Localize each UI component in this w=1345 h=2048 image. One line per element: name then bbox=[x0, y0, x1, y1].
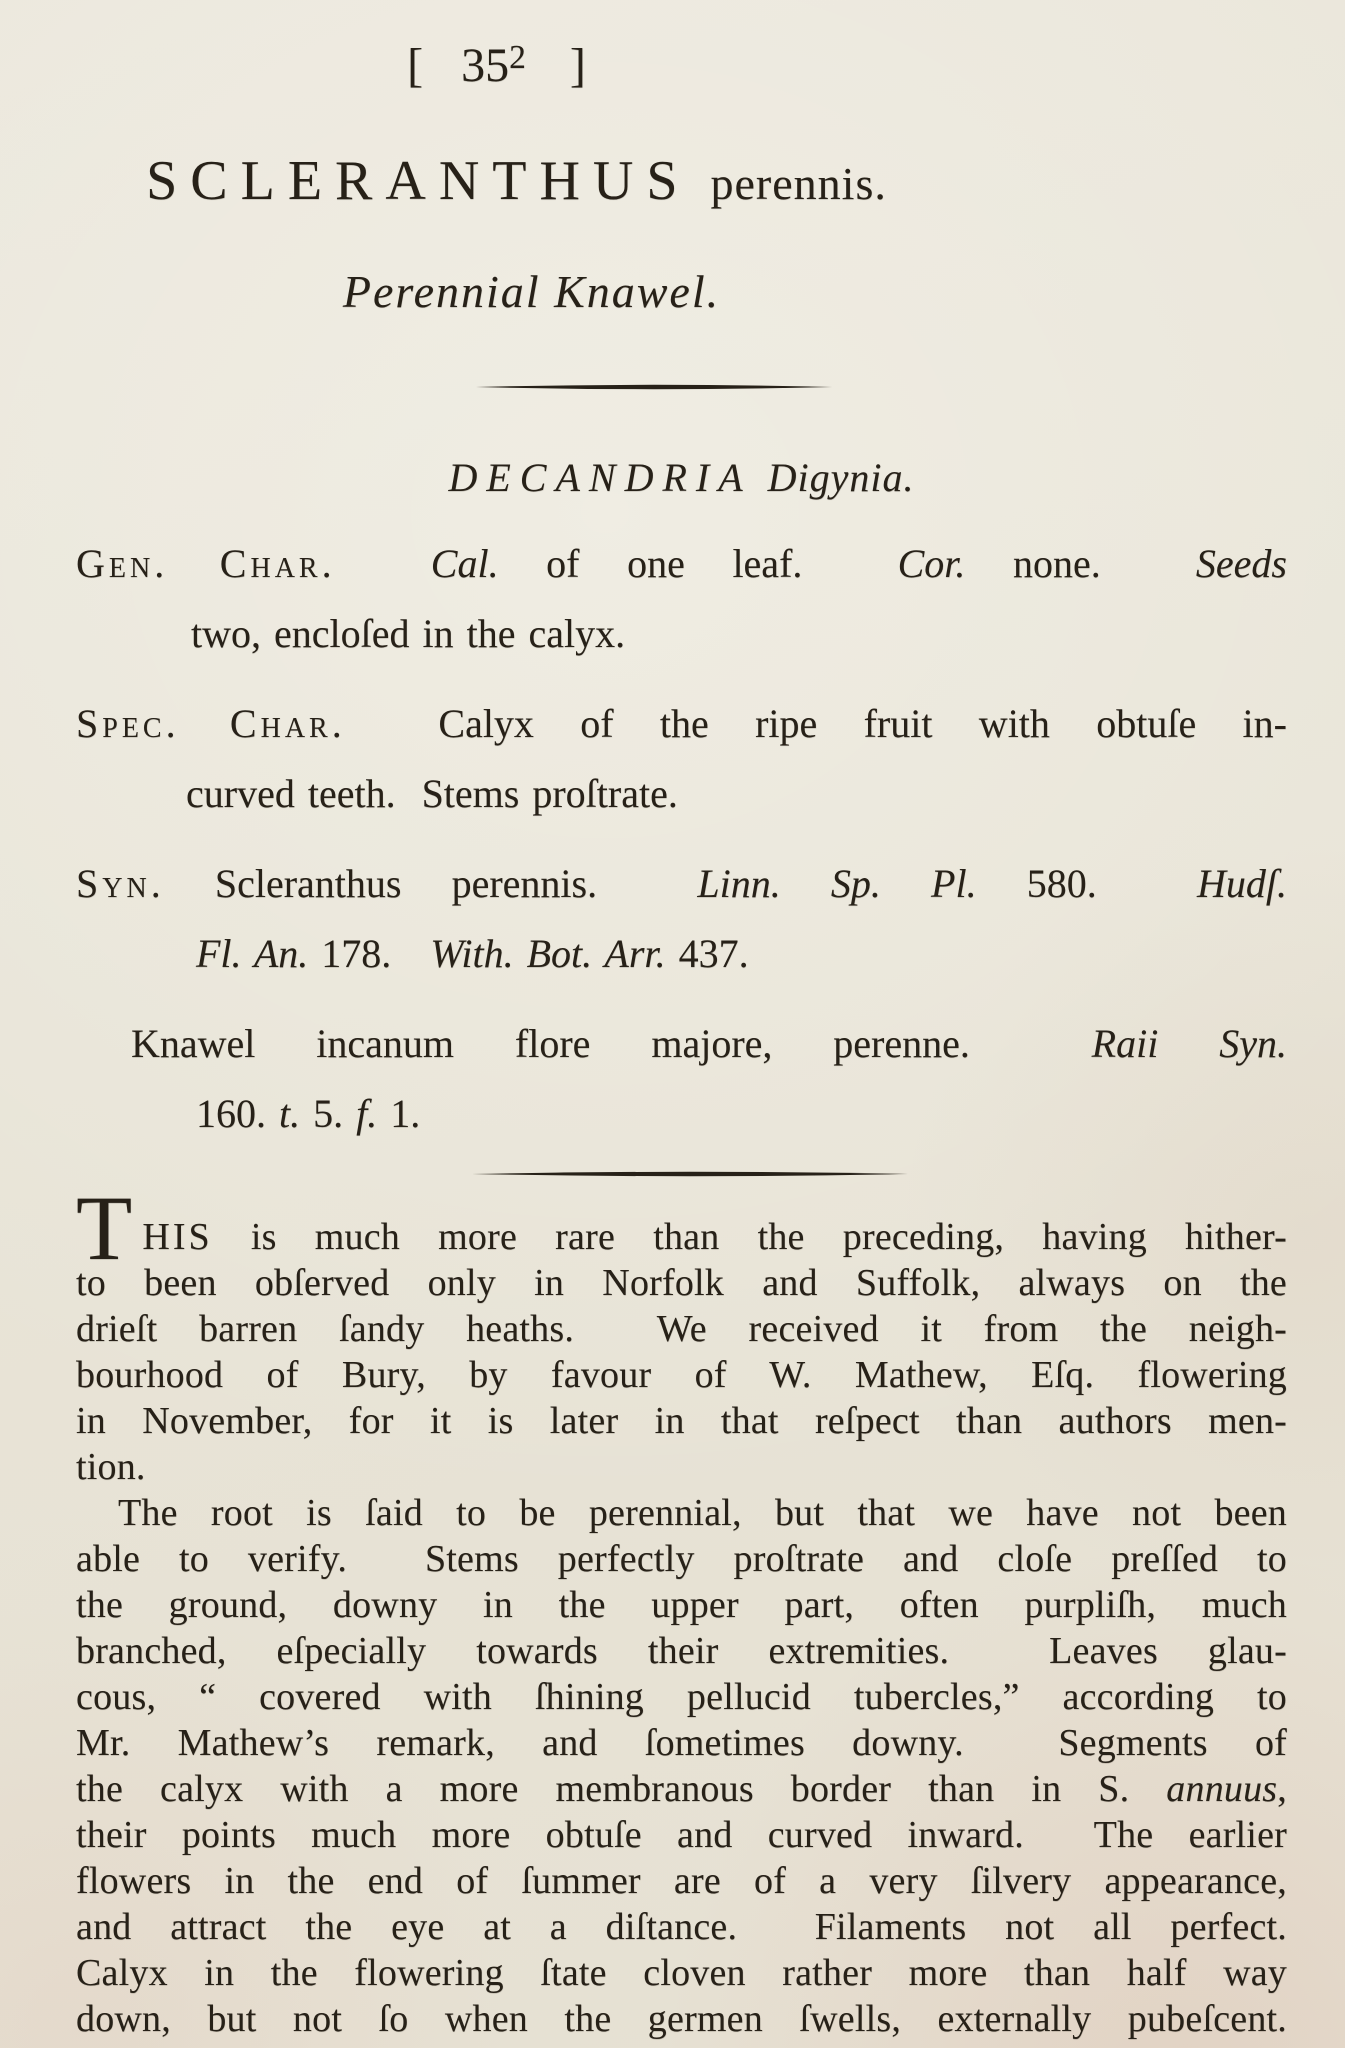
text-line bbox=[76, 1996, 1287, 2042]
page-number: $35^2$ bbox=[461, 39, 526, 92]
text-run: Calyx in the flowering ſtate cloven rather more than half way bbox=[76, 1952, 1287, 1994]
description-text bbox=[76, 1177, 1287, 2042]
classification-line bbox=[76, 454, 1287, 501]
swelled-rule-mid bbox=[470, 1169, 910, 1179]
text-line bbox=[76, 849, 1287, 919]
genus-name: SCLERANTHUS bbox=[146, 150, 691, 212]
text-run: to been obſerved only in Norfolk and Suffolk, always on the bbox=[76, 1262, 1287, 1304]
entry-syn bbox=[76, 849, 1287, 989]
text-run: 5. bbox=[300, 1091, 357, 1136]
text-run: 1. bbox=[377, 1091, 421, 1136]
text-run: 437. bbox=[665, 931, 749, 976]
text-run: Linn. Sp. Pl. bbox=[697, 861, 977, 906]
text-run: f. bbox=[356, 1091, 378, 1136]
entry-spec-char bbox=[76, 689, 1287, 829]
text-run: curved teeth. Stems proſtrate. bbox=[186, 771, 678, 816]
text-run: branched, eſpecially towards their extremities. Leaves glau- bbox=[76, 1630, 1287, 1672]
text-line bbox=[76, 599, 1287, 669]
class-suborder: Digynia. bbox=[767, 455, 915, 500]
paragraph-2 bbox=[76, 1490, 1287, 2042]
text-line bbox=[76, 1904, 1287, 1950]
text-run: Fl. An. bbox=[196, 931, 309, 976]
text-run: drieſt barren ſandy heaths. We received it from the neigh- bbox=[76, 1308, 1287, 1350]
text-line bbox=[76, 1582, 1287, 1628]
text-run: Hudſ. bbox=[1197, 861, 1287, 906]
text-run: cous, “ covered with ſhining pellucid tubercles,” according to bbox=[76, 1676, 1287, 1718]
text-run: Syn. bbox=[76, 861, 165, 906]
text-run: Calyx of the ripe fruit with obtuſe in- bbox=[345, 701, 1287, 746]
text-run: Raii Syn. bbox=[1091, 1021, 1287, 1066]
text-run: , bbox=[1277, 1768, 1287, 1810]
species-epithet: perennis. bbox=[710, 158, 887, 209]
left-bracket: [ bbox=[407, 39, 424, 92]
text-line bbox=[76, 1766, 1287, 1812]
text-run: 178. bbox=[308, 931, 431, 976]
text-run: two, encloſed in the calyx. bbox=[191, 611, 626, 656]
text-run: The root is ſaid to be perennial, but that we have not been bbox=[118, 1492, 1287, 1534]
text-run: t. bbox=[279, 1091, 301, 1136]
text-line bbox=[76, 689, 1287, 759]
text-line bbox=[76, 1009, 1287, 1079]
front-matter bbox=[76, 529, 1287, 1149]
text-run: and attract the eye at a diſtance. Filaments not all perfect. bbox=[76, 1906, 1287, 1948]
text-run: Cor. bbox=[897, 541, 966, 586]
text-run: able to verify. Stems perfectly proſtrate and cloſe preſſed to bbox=[76, 1538, 1287, 1580]
text-run bbox=[336, 541, 431, 586]
text-run: in November, for it is later in that reſpect than authors men- bbox=[76, 1400, 1287, 1442]
text-line bbox=[76, 919, 1287, 989]
text-run: Cal. bbox=[430, 541, 499, 586]
text-run: their points much more obtuſe and curved inward. The earlier bbox=[76, 1814, 1287, 1856]
text-line bbox=[76, 1490, 1287, 1536]
text-line bbox=[76, 1177, 1287, 1279]
text-run: is much more rare than the preceding, having hither- bbox=[212, 1216, 1287, 1258]
text-line bbox=[76, 1260, 1287, 1306]
text-run: Knawel incanum flore majore, perenne. bbox=[131, 1021, 1092, 1066]
text-line bbox=[76, 1079, 1287, 1149]
page-number-raised-digit: 2 bbox=[509, 39, 526, 77]
text-line bbox=[76, 1812, 1287, 1858]
text-run: Spec. Char. bbox=[76, 701, 346, 746]
text-line bbox=[76, 1306, 1287, 1352]
text-line bbox=[76, 1720, 1287, 1766]
text-run: the ground, downy in the upper part, often purpliſh, much bbox=[76, 1584, 1287, 1626]
text-line bbox=[76, 1858, 1287, 1904]
class-order: DECANDRIA bbox=[448, 455, 752, 500]
text-run: annuus bbox=[1166, 1768, 1278, 1810]
text-line bbox=[76, 1444, 1287, 1490]
text-line bbox=[76, 1398, 1287, 1444]
text-run: down, but not ſo when the germen ſwells, externally pubeſcent. bbox=[76, 1998, 1287, 2040]
page-header bbox=[0, 38, 1102, 93]
text-run: 160. bbox=[196, 1091, 279, 1136]
text-run: flowers in the end of ſummer are of a very ſilvery appearance, bbox=[76, 1860, 1287, 1902]
drop-cap-initial: T bbox=[76, 1177, 133, 1279]
text-run: Gen. Char. bbox=[76, 541, 336, 586]
swelled-rule-shape bbox=[474, 382, 834, 392]
swelled-rule-top bbox=[474, 382, 834, 392]
text-run: With. Bot. Arr. bbox=[430, 931, 666, 976]
text-line bbox=[76, 1352, 1287, 1398]
text-run: tion. bbox=[76, 1446, 146, 1488]
text-run: Scleranthus perennis. bbox=[164, 861, 698, 906]
common-name: Perennial Knawel. bbox=[342, 266, 721, 317]
species-title bbox=[0, 149, 1122, 213]
text-run: the calyx with a more membranous border than in S. bbox=[76, 1768, 1167, 1810]
text-line bbox=[76, 1536, 1287, 1582]
text-run: 580. bbox=[976, 861, 1197, 906]
text-run: HIS bbox=[142, 1216, 213, 1258]
text-line bbox=[76, 1950, 1287, 1996]
right-bracket: ] bbox=[569, 39, 586, 92]
text-run: Mr. Mathew’s remark, and ſometimes downy. Segments of bbox=[76, 1722, 1287, 1764]
paragraph-1 bbox=[76, 1177, 1287, 1490]
text-line bbox=[76, 529, 1287, 599]
text-run: Seeds bbox=[1195, 541, 1287, 586]
text-line bbox=[76, 1628, 1287, 1674]
text-line bbox=[76, 759, 1287, 829]
text-line bbox=[76, 1674, 1287, 1720]
text-run: bourhood of Bury, by favour of W. Mathew, Eſq. flowering bbox=[76, 1354, 1287, 1396]
text-run: none. bbox=[965, 541, 1196, 586]
text-run: of one leaf. bbox=[498, 541, 898, 586]
entry-gen-char bbox=[76, 529, 1287, 669]
entry-knawel-syn bbox=[76, 1009, 1287, 1149]
swelled-rule-shape bbox=[470, 1169, 910, 1179]
